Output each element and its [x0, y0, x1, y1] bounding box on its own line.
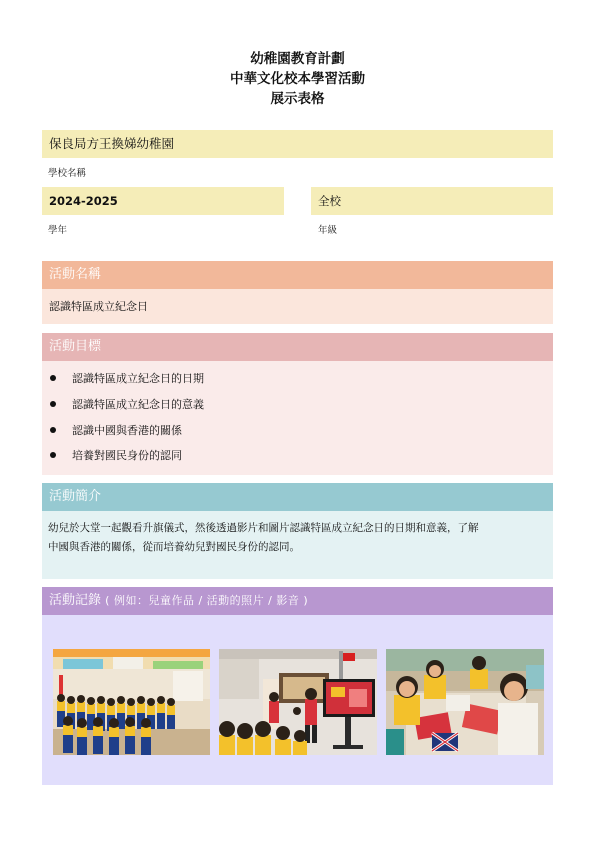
school-name-field: 保良局方王換娣幼稚園: [42, 130, 553, 158]
record-heading: [42, 587, 553, 615]
school-name-label: 學校名稱: [48, 168, 87, 179]
intro-text-line2: 中國與香港的關係，從而培養幼兒對國民身份的認同。: [48, 541, 300, 553]
activity-name-heading-text: 活動名稱: [49, 267, 102, 282]
objectives-heading-text: 活動目標: [49, 339, 102, 354]
intro-heading-text: 活動簡介: [49, 489, 102, 504]
intro-heading: [42, 483, 553, 511]
grade-label: 年級: [318, 225, 338, 236]
record-heading-text: 活動記錄: [49, 593, 102, 608]
bullet-icon: [50, 427, 56, 433]
bullet-icon: [50, 375, 56, 381]
bullet-icon: [50, 401, 56, 407]
objective-item: 培養對國民身份的認同: [50, 448, 182, 464]
intro-body: [42, 511, 553, 579]
document-title-line1: 幼稚園教育計劃: [250, 51, 345, 67]
photo-children-flags: [386, 649, 544, 755]
bullet-icon: [50, 452, 56, 458]
activity-name-value: 認識特區成立紀念日: [42, 289, 553, 324]
intro-text-line1: 幼兒於大堂一起觀看升旗儀式，然後透過影片和圖片認識特區成立紀念日的日期和意義，了解: [48, 522, 479, 534]
photo-screen-presentation: [219, 649, 377, 755]
activity-name-heading: [42, 261, 553, 289]
objective-item: 認識特區成立紀念日的意義: [50, 397, 204, 413]
photo-flag-ceremony: [53, 649, 210, 755]
school-year-label: 學年: [48, 225, 68, 236]
grade-field: 全校: [311, 187, 553, 215]
document-title-line2: 中華文化校本學習活動: [230, 71, 365, 87]
document-title-line3: 展示表格: [270, 91, 325, 107]
objective-item: 認識中國與香港的關係: [50, 423, 182, 439]
objective-item: 認識特區成立紀念日的日期: [50, 371, 204, 387]
school-year-field: 2024-2025: [42, 187, 284, 215]
record-heading-note: ( 例如：兒童作品 / 活動的照片 / 影音 ): [105, 594, 309, 607]
objectives-heading: [42, 333, 553, 361]
